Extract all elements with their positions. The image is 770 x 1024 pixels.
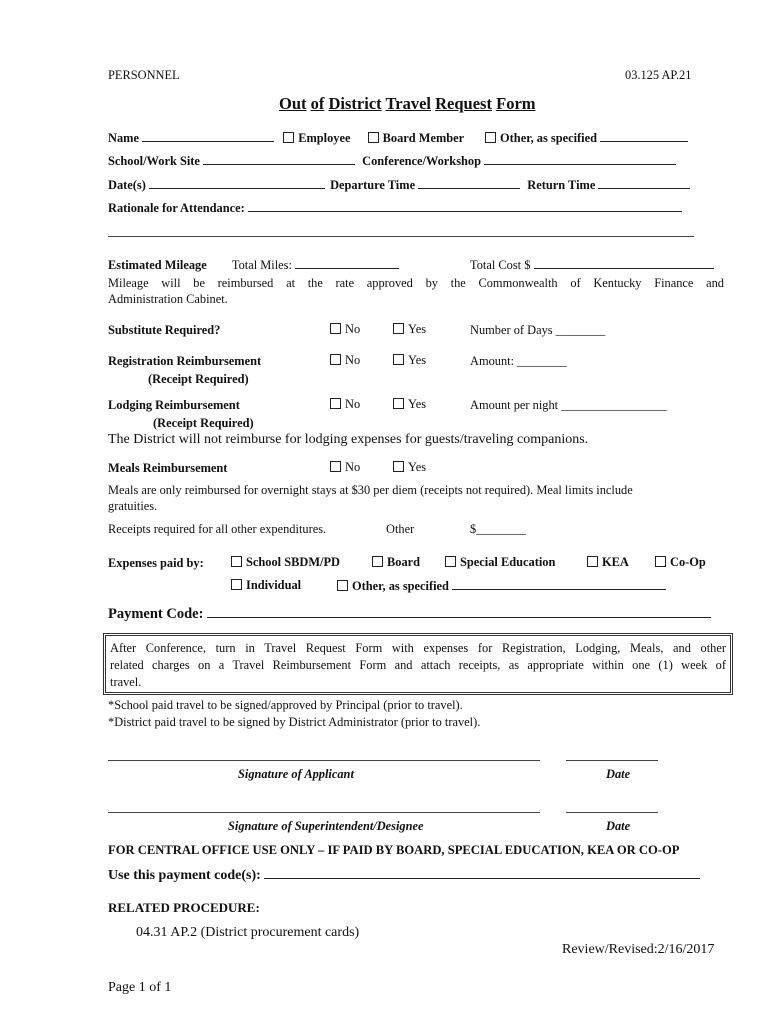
school-label: School/Work Site	[108, 154, 200, 168]
rationale-field[interactable]	[248, 200, 682, 212]
registration-yes[interactable]: Yes	[393, 353, 426, 368]
meals-note-line2: gratuities.	[108, 499, 158, 513]
number-of-days[interactable]: Number of Days ________	[470, 323, 606, 337]
expense-option-coop[interactable]: Co-Op	[655, 555, 706, 570]
lodging-no-checkbox[interactable]	[330, 398, 341, 409]
lodging-amount[interactable]: Amount per night _________________	[470, 398, 667, 412]
meals-no[interactable]: No	[330, 460, 360, 475]
other-expense-label: Other	[386, 522, 415, 536]
expense-option-school[interactable]: School SBDM/PD	[231, 555, 340, 570]
total-cost-row	[470, 257, 714, 273]
co-op-checkbox[interactable]	[655, 556, 666, 567]
employee-label: Employee	[298, 131, 351, 145]
payment-code-row	[108, 604, 711, 623]
meals-yes-checkbox[interactable]	[393, 461, 404, 472]
board-checkbox[interactable]	[372, 556, 383, 567]
employee-checkbox[interactable]	[283, 132, 294, 143]
notice-line1: After Conference, turn in Travel Request Form with expenses for Registration, Lodging, Meals, and other	[110, 641, 726, 655]
registration-no[interactable]: No	[330, 353, 360, 368]
applicant-date-label: Date	[606, 767, 631, 781]
rationale-row	[108, 200, 682, 216]
superintendent-date-line[interactable]	[566, 812, 658, 813]
use-payment-code-label: Use this payment code(s):	[108, 868, 261, 883]
name-row	[108, 130, 688, 146]
expense-option-other[interactable]: Other, as specified	[337, 578, 666, 594]
conference-field[interactable]	[484, 153, 676, 165]
registration-amount[interactable]: Amount: ________	[470, 354, 567, 368]
revised-date: Review/Revised:2/16/2017	[562, 942, 715, 957]
dates-row	[108, 177, 690, 193]
title-word: Travel	[385, 94, 432, 113]
name-label: Name	[108, 131, 139, 145]
departure-label: Departure Time	[330, 178, 416, 192]
payment-code-field[interactable]	[207, 604, 711, 618]
expenses-paid-label: Expenses paid by:	[108, 556, 204, 570]
school-field[interactable]	[203, 153, 355, 165]
other-expense-amount[interactable]: $________	[470, 522, 526, 536]
receipts-note: Receipts required for all other expenditures.	[108, 522, 327, 536]
lodging-label: Lodging Reimbursement	[108, 398, 240, 412]
title-word: Out	[279, 94, 307, 113]
board-member-checkbox[interactable]	[368, 132, 379, 143]
meals-yes[interactable]: Yes	[393, 460, 426, 475]
substitute-yes[interactable]: Yes	[393, 322, 426, 337]
expense-other-field[interactable]	[452, 578, 666, 590]
notice-line3: travel.	[110, 675, 142, 689]
mileage-label: Estimated Mileage	[108, 258, 207, 272]
district-paid-note: *District paid travel to be signed by District Administrator (prior to travel).	[108, 715, 481, 729]
title-word: Form	[496, 94, 536, 113]
title-word: Request	[435, 94, 492, 113]
applicant-signature-label: Signature of Applicant	[238, 767, 354, 781]
total-miles-label: Total Miles:	[231, 258, 292, 272]
expense-option-board[interactable]: Board	[372, 555, 420, 570]
page-number: Page 1 of 1	[108, 980, 172, 995]
individual-checkbox[interactable]	[231, 579, 242, 590]
lodging-yes-checkbox[interactable]	[393, 398, 404, 409]
title-word: of	[310, 94, 325, 113]
mileage-note-line1: Mileage will be reimbursed at the rate approved by the Commonwealth of Kentucky Finance and	[108, 276, 724, 290]
lodging-no[interactable]: No	[330, 397, 360, 412]
registration-yes-checkbox[interactable]	[393, 354, 404, 365]
notice-box	[103, 633, 733, 695]
superintendent-signature-label: Signature of Superintendent/Designee	[228, 819, 424, 833]
special-education-checkbox[interactable]	[445, 556, 456, 567]
applicant-date-line[interactable]	[566, 760, 658, 761]
page-title	[279, 94, 536, 114]
meals-label: Meals Reimbursement	[108, 461, 228, 475]
related-procedure-item[interactable]: 04.31 AP.2 (District procurement cards)	[136, 925, 360, 940]
use-payment-code-field[interactable]	[264, 865, 700, 879]
central-office-note: FOR CENTRAL OFFICE USE ONLY – IF PAID BY BOARD, SPECIAL EDUCATION, KEA OR CO-OP	[108, 843, 680, 857]
substitute-no-checkbox[interactable]	[330, 323, 341, 334]
use-payment-code-row	[108, 865, 700, 884]
name-field[interactable]	[142, 130, 274, 142]
school-sbdm-checkbox[interactable]	[231, 556, 242, 567]
return-field[interactable]	[598, 177, 690, 189]
lodging-yes[interactable]: Yes	[393, 397, 426, 412]
expense-option-individual[interactable]: Individual	[231, 578, 301, 593]
board-member-label: Board Member	[382, 131, 464, 145]
expense-option-kea[interactable]: KEA	[587, 555, 629, 570]
superintendent-signature-line[interactable]	[108, 812, 540, 813]
school-paid-note: *School paid travel to be signed/approved by Principal (prior to travel).	[108, 698, 463, 712]
other-checkbox[interactable]	[485, 132, 496, 143]
dates-label: Date(s)	[108, 178, 146, 192]
doc-code: 03.125 AP.21	[625, 68, 692, 82]
expense-option-special-ed[interactable]: Special Education	[445, 555, 555, 570]
dates-field[interactable]	[149, 177, 325, 189]
substitute-no[interactable]: No	[330, 322, 360, 337]
return-label: Return Time	[527, 178, 596, 192]
payment-code-label: Payment Code:	[108, 606, 204, 622]
registration-receipt-note: (Receipt Required)	[148, 372, 249, 386]
lodging-receipt-note: (Receipt Required)	[153, 416, 254, 430]
rationale-field-line2[interactable]	[108, 236, 694, 237]
related-procedure-heading: RELATED PROCEDURE:	[108, 900, 260, 915]
substitute-label: Substitute Required?	[108, 323, 221, 337]
total-cost-field[interactable]	[534, 257, 714, 269]
superintendent-date-label: Date	[606, 819, 631, 833]
departure-field[interactable]	[418, 177, 520, 189]
expense-other-checkbox[interactable]	[337, 580, 348, 591]
school-row	[108, 153, 676, 169]
total-cost-label: Total Cost $	[470, 258, 531, 272]
applicant-signature-line[interactable]	[108, 760, 540, 761]
mileage-row	[108, 257, 399, 273]
doc-category: PERSONNEL	[108, 68, 180, 82]
registration-no-checkbox[interactable]	[330, 354, 341, 365]
lodging-note: The District will not reimburse for lodging expenses for guests/traveling companions.	[108, 432, 589, 447]
registration-label: Registration Reimbursement	[108, 354, 262, 368]
kea-checkbox[interactable]	[587, 556, 598, 567]
rationale-label: Rationale for Attendance:	[108, 201, 245, 215]
substitute-yes-checkbox[interactable]	[393, 323, 404, 334]
meals-note-line1: Meals are only reimbursed for overnight stays at $30 per diem (receipts not required). Meal limits include	[108, 483, 633, 497]
meals-no-checkbox[interactable]	[330, 461, 341, 472]
other-label: Other, as specified	[500, 131, 597, 145]
mileage-note-line2: Administration Cabinet.	[108, 292, 228, 306]
total-miles-field[interactable]	[295, 257, 399, 269]
other-field[interactable]	[600, 130, 688, 142]
conference-label: Conference/Workshop	[362, 154, 482, 168]
notice-line2: related charges on a Travel Reimbursement Form and attach receipts, as appropriate within one (1) week of	[110, 658, 726, 672]
title-word: District	[328, 94, 382, 113]
